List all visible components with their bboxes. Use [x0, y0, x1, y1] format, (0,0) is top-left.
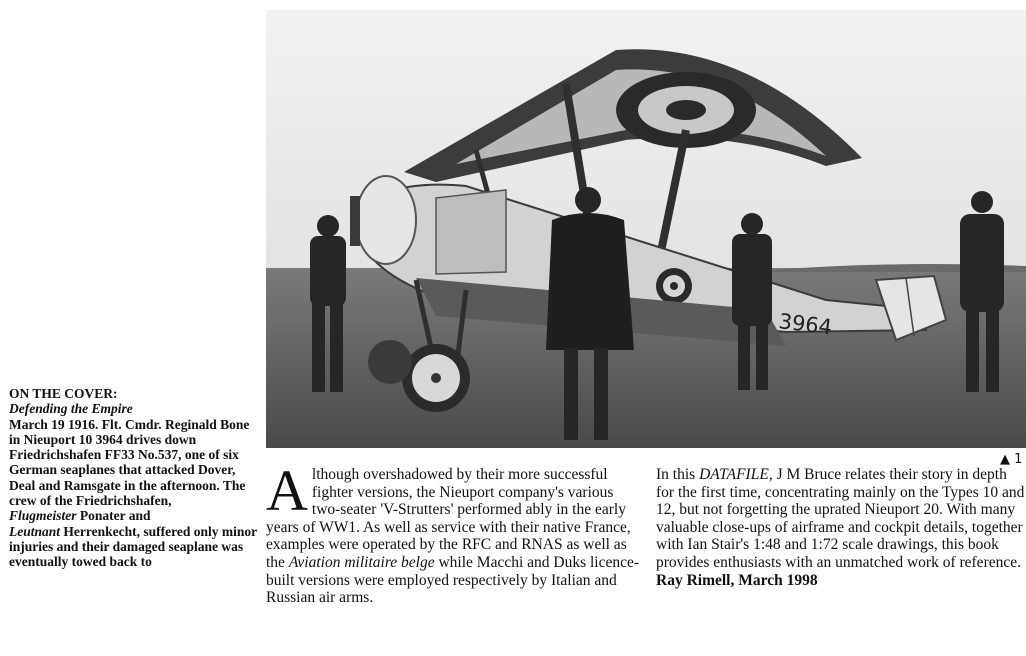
aircraft-photo [266, 10, 1026, 448]
datafile-column: In this DATAFILE, J M Bruce relates their story in depth for the first time, concentrating mainly on the Types 10 and 12, but not forgetting the uprated Nieuport 20. With many valuable close-ups of airframe and cockpit details, together with Ian Stair's 1:48 and 1:72 scale drawings, this book provides enthusiasts with an unmatched work of reference. Ray Rimell, March 1998 [656, 466, 1025, 589]
intro-italic: Aviation militaire belge [288, 553, 435, 571]
cover-caption-title: Defending the Empire [9, 401, 133, 417]
datafile-title: DATAFILE [699, 466, 769, 483]
aircraft-photo-illustration [266, 10, 1026, 448]
signoff: Ray Rimell, March 1998 [656, 571, 818, 589]
intro-text: lthough overshadowed by their more successful fighter versions, the Nieuport company's various two-seater 'V-Strutters' performed ably in the early years of WW1. As well as service with their native France, examples were operated by the RFC and RNAS as well as the [266, 466, 631, 571]
intro-column [266, 458, 644, 607]
cover-caption [9, 386, 261, 570]
intro-text-end: while Macchi and Duks licence-built versions were employed respectively by Italian and Russian air arms. [266, 553, 640, 607]
cover-caption-rank-1: Flugmeister [9, 508, 77, 524]
photo-caption-marker: ▲ 1 [1000, 452, 1023, 467]
datafile-text: , J M Bruce relates their story in depth for the first time, concentrating mainly on the Types 10 and 12, but not forgetting the uprated Nieuport 20. With many valuable close-ups of airframe and cockpit details, together with Ian Stair's 1:48 and 1:72 scale drawings, this book provides enthusiasts with an unmatched work of reference. [656, 466, 1025, 571]
cover-caption-body: March 19 1916. Flt. Cmdr. Reginald Bone in Nieuport 10 3964 drives down Friedrichshafen FF33 No.537, one of six German seaplanes that attacked Dover, Deal and Ramsgate in the afternoon. The crew of the Friedrichshafen, Flugmeister Ponater and Leutnant Herrenkecht, suffered only minor injuries and their damaged seaplane was eventually towed back to [9, 416, 257, 570]
aircraft-serial: 3964 [777, 309, 834, 340]
cover-caption-rank-2: Leutnant [9, 523, 61, 539]
drop-cap: A [266, 458, 308, 523]
cover-caption-heading: ON THE COVER: [9, 386, 118, 401]
